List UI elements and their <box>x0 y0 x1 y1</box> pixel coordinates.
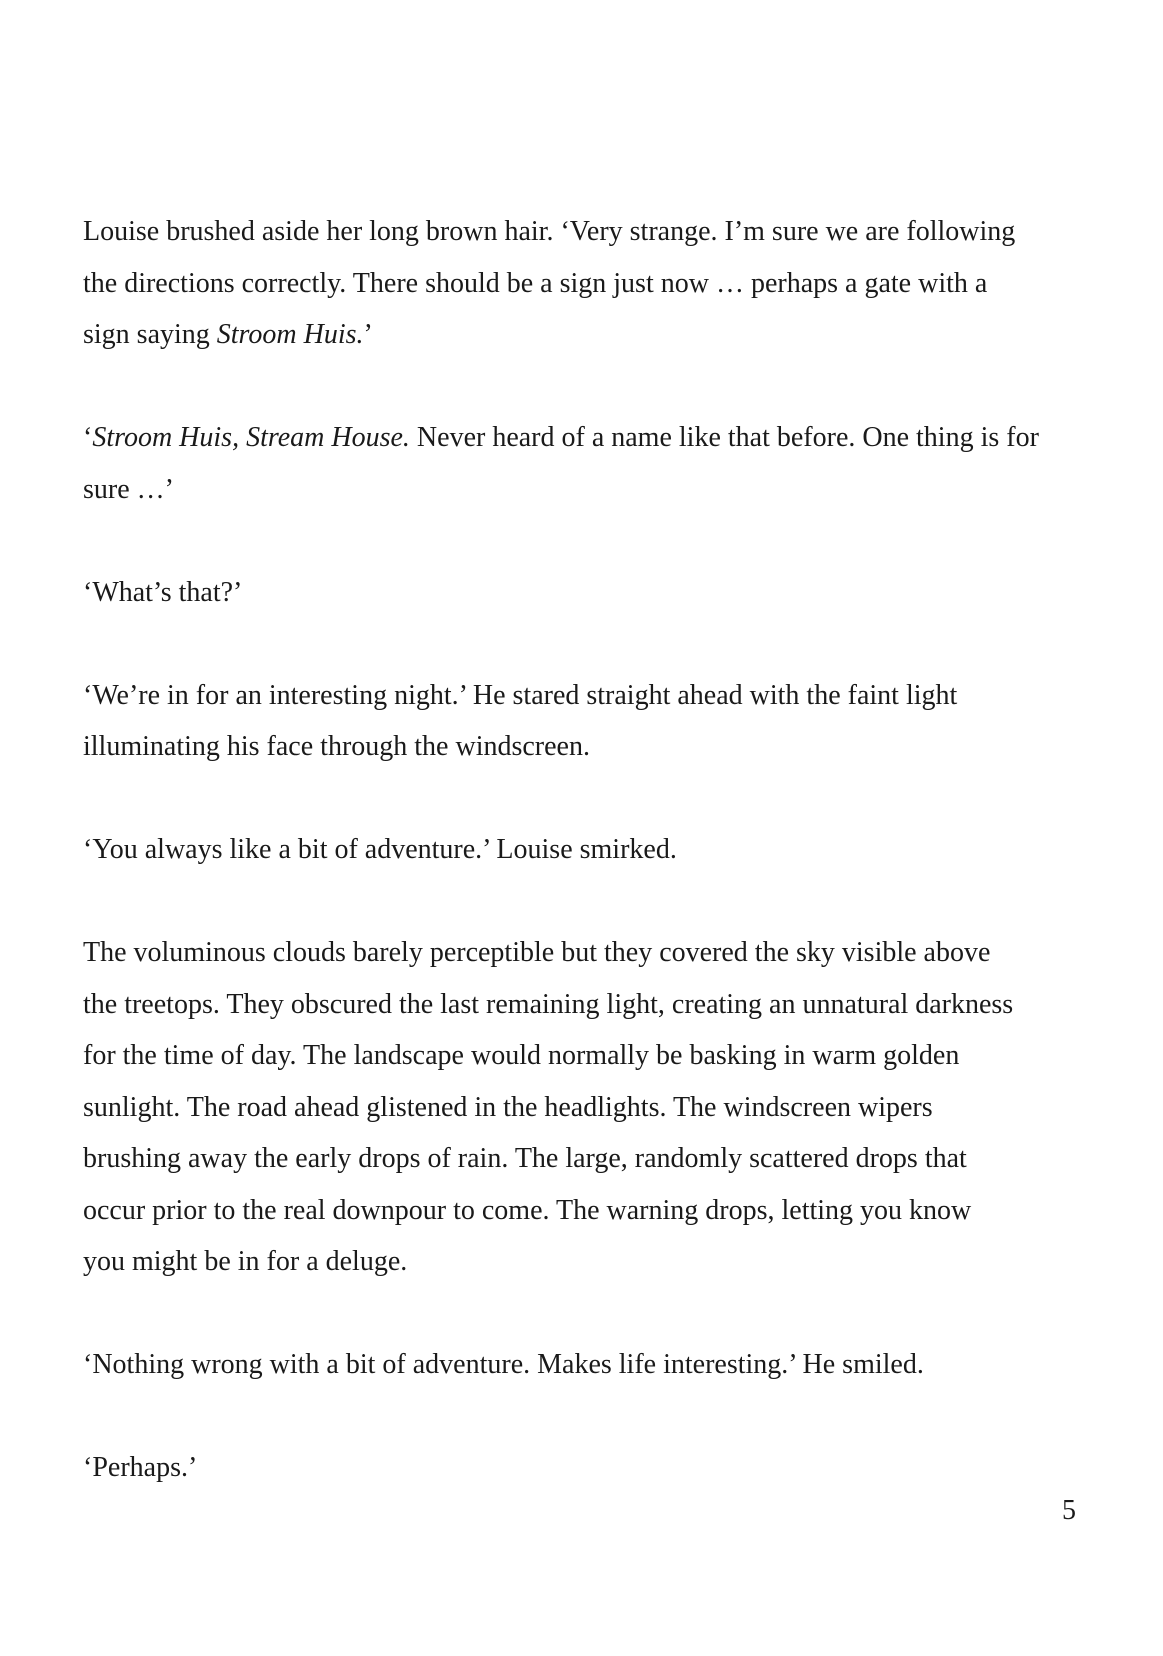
italic-run: Stroom Huis, Stream House. <box>92 422 410 453</box>
text-run: ’ <box>363 319 373 350</box>
text-line <box>83 1030 1083 1082</box>
text-line <box>83 258 1083 310</box>
text-line <box>83 1236 1083 1288</box>
text-line <box>83 670 1083 722</box>
text-run: ‘Nothing wrong with a bit of adventure. Makes life interesting.’ He smiled. <box>83 1349 924 1380</box>
text-line <box>83 721 1083 773</box>
text-run: occur prior to the real downpour to come. The warning drops, letting you know <box>83 1194 972 1226</box>
text-run: sunlight. The road ahead glistened in the headlights. The windscreen wipers <box>83 1091 933 1123</box>
text-line <box>83 1082 1083 1134</box>
text-line <box>83 1339 1083 1391</box>
text-line <box>83 1133 1083 1185</box>
text-line <box>83 309 1083 361</box>
text-run: you might be in for a deluge. <box>83 1246 408 1277</box>
text-run: the directions correctly. There should be a sign just now … perhaps a gate with a <box>83 267 988 299</box>
paragraph-2 <box>83 412 1083 515</box>
paragraph-7 <box>83 1339 1083 1391</box>
italic-run: Stroom Huis. <box>216 319 364 350</box>
paragraph-5 <box>83 824 1083 876</box>
text-run: Louise brushed aside her long brown hair. ‘Very strange. I’m sure we are following <box>83 216 1016 247</box>
text-line <box>83 1442 1083 1494</box>
text-run: illuminating his face through the windscreen. <box>83 731 590 762</box>
paragraph-1 <box>83 206 1083 361</box>
body-text <box>83 206 1083 1545</box>
text-line <box>83 464 1083 516</box>
text-run: ‘We’re in for an interesting night.’ He stared straight ahead with the faint light <box>83 679 958 711</box>
text-line <box>83 567 1083 619</box>
text-run: brushing away the early drops of rain. The large, randomly scattered drops that <box>83 1143 967 1174</box>
text-run: Never heard of a name like that before. One thing is for <box>409 422 1039 453</box>
text-run: for the time of day. The landscape would normally be basking in warm golden <box>83 1040 960 1071</box>
paragraph-8 <box>83 1442 1083 1494</box>
text-line <box>83 412 1083 464</box>
text-run: ‘What’s that?’ <box>83 576 243 608</box>
page-number: 5 <box>1062 1495 1076 1526</box>
text-run: sign saying <box>83 319 217 350</box>
text-run: sure …’ <box>83 473 174 505</box>
paragraph-6 <box>83 927 1083 1288</box>
text-run: ‘Perhaps.’ <box>83 1452 198 1483</box>
text-line <box>83 824 1083 876</box>
text-run: The voluminous clouds barely perceptible but they covered the sky visible above <box>83 937 991 968</box>
text-line <box>83 206 1083 258</box>
text-line <box>83 1185 1083 1237</box>
text-run: the treetops. They obscured the last remaining light, creating an unnatural darkness <box>83 988 1014 1020</box>
text-run: ‘You always like a bit of adventure.’ Louise smirked. <box>83 834 677 865</box>
text-run: ‘ <box>83 422 93 453</box>
text-line <box>83 979 1083 1031</box>
paragraph-3 <box>83 567 1083 619</box>
paragraph-4 <box>83 670 1083 773</box>
text-line <box>83 927 1083 979</box>
